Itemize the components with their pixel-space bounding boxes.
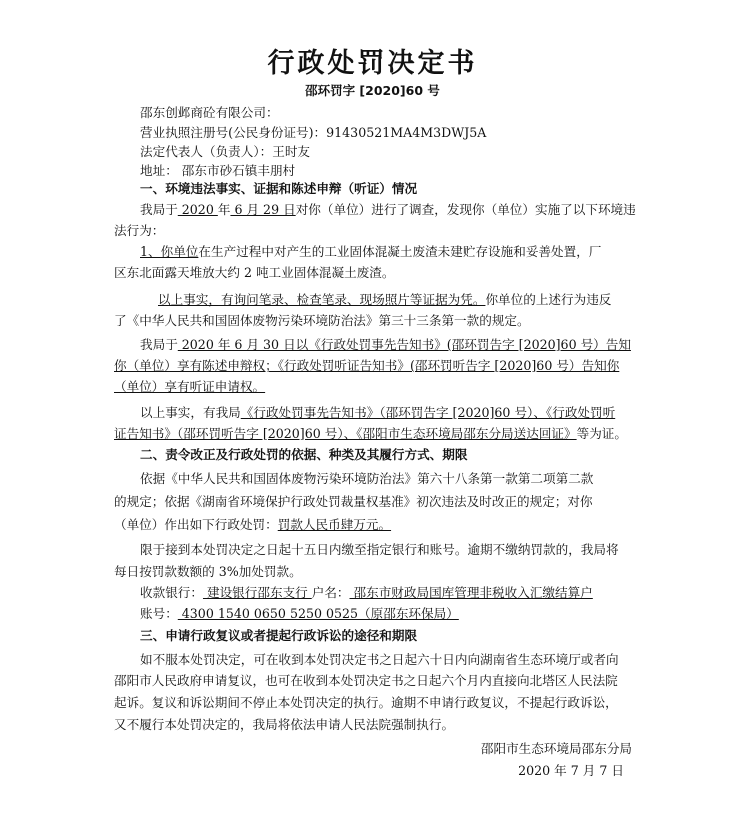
sec2-p1-line2: 的规定；依据《湖南省环境保护行政处罚裁量权基准》初次违法及时改正的规定；对你 [114, 494, 593, 509]
sec1-p4-line3: （单位）享有听证申请权。 [114, 379, 266, 394]
text-span: 我局于 [140, 202, 178, 217]
account-name-label: 户名： [311, 585, 350, 600]
bank-value: 建设银行邵东支行 [202, 585, 312, 600]
investigation-year: 2020 [177, 202, 218, 217]
sec1-p4-line2: 你（单位）享有陈述申辩权；《行政处罚听证告知书》(邵环罚听告字 [2020]60 号）告知你 [114, 358, 620, 373]
sec3-line2: 邵阳市人民政府申请复议，也可在收到本处罚决定书之日起六个月内直接向北塔区人民法院 [114, 673, 618, 688]
text-span: 你单位的上述行为违反 [485, 292, 612, 307]
sec1-p1-line1 [140, 201, 636, 219]
sec2-p2-line2: 每日按罚款数额的 3%加处罚款。 [114, 564, 302, 579]
sec2-p1-line1: 依据《中华人民共和国固体废物污染环境防治法》第六十八条第一款第二项第二款 [140, 471, 594, 486]
text-span: 年 [217, 202, 231, 217]
sec3-line1: 如不服本处罚决定，可在收到本处罚决定书之日起六十日内向湖南省生态环境厅或者向 [140, 652, 619, 667]
text-span: 对你（单位）进行了调查，发现你（单位）实施了以下环境违 [295, 202, 636, 217]
document-title: 行政处罚决定书 [267, 48, 478, 79]
investigation-month-day: 6 月 29 日 [230, 202, 296, 217]
notice-text: 2020 年 6 月 30 日以《行政处罚事先告知书》(邵环罚告字 [2020]60 号）告知 [177, 337, 631, 352]
text-span: 以上事实，有我局 [140, 405, 241, 420]
signature-date: 2020 年 7 月 7 日 [518, 763, 624, 778]
document-number: 邵环罚字 [2020]60 号 [305, 83, 440, 98]
sec3-line4: 又不履行本处罚决定的，我局将依法申请人民法院强制执行。 [114, 717, 455, 732]
party-name: 邵东创邺商砼有限公司： [140, 105, 279, 120]
party-representative: 法定代表人（负责人）：王时友 [140, 144, 311, 159]
sec1-p1-line2: 法行为： [114, 223, 165, 238]
bank-line [140, 584, 593, 602]
party-address: 地址： 邵东市砂石镇丰朋村 [140, 163, 296, 178]
text-span: 在生产过程中对产生的工业固体混凝土废渣未建贮存设施和妥善处置，厂 [198, 244, 602, 259]
account-line [140, 605, 459, 623]
sec2-p1-line3 [114, 516, 391, 534]
text-span: 等为证。 [576, 426, 627, 441]
bank-label: 收款银行： [140, 585, 203, 600]
evidence-docs: 《行政处罚事先告知书》（邵环罚告字 [2020]60 号）、《行政处罚听 [240, 405, 616, 420]
text-span: （单位）作出如下行政处罚： [114, 517, 278, 532]
evidence-docs: 证告知书》（邵环罚听告字 [2020]60 号）、《邵阳市生态环境局邵东分局送达回证》 [114, 426, 577, 441]
account-value: 4300 1540 0650 5250 0525（原邵东环保局） [177, 606, 459, 621]
section1-heading: 一、环境违法事实、证据和陈述申辩（听证）情况 [140, 181, 418, 196]
text-span: 我局于 [140, 337, 178, 352]
signature-org: 邵阳市生态环境局邵东分局 [480, 741, 632, 756]
sec1-p3-line1 [158, 291, 611, 309]
sec3-line3: 起诉。复议和诉讼期间不停止本处罚决定的执行。逾期不申请行政复议，不提起行政诉讼， [114, 695, 618, 710]
section2-heading: 二、责令改正及行政处罚的依据、种类及其履行方式、期限 [140, 447, 468, 462]
sec1-p5-line2 [114, 425, 627, 443]
section3-heading: 三、申请行政复议或者提起行政诉讼的途径和期限 [140, 628, 418, 643]
fact-line1 [140, 243, 601, 261]
account-name-value: 邵东市财政局国库管理非税收入汇缴结算户 [349, 585, 593, 600]
sec1-p4-line1 [140, 336, 631, 354]
evidence-text: 以上事实，有询问笔录、检查笔录、现场照片等证据为凭。 [158, 292, 486, 307]
sec1-p3-line2: 了《中华人民共和国固体废物污染环境防治法》第三十三条第一款的规定。 [114, 313, 530, 328]
sec1-p5-line1 [140, 404, 615, 422]
account-label: 账号： [140, 606, 178, 621]
fact-text: 1、你单位 [140, 244, 199, 259]
sec2-p2-line1: 限于接到本处罚决定之日起十五日内缴至指定银行和账号。逾期不缴纳罚款的，我局将 [140, 542, 619, 557]
penalty-amount: 罚款人民币肆万元。 [277, 517, 392, 532]
party-license: 营业执照注册号(公民身份证号)：91430521MA4M3DWJ5A [140, 125, 487, 140]
fact-line2: 区东北面露天堆放大约 2 吨工业固体混凝土废渣。 [114, 265, 395, 280]
